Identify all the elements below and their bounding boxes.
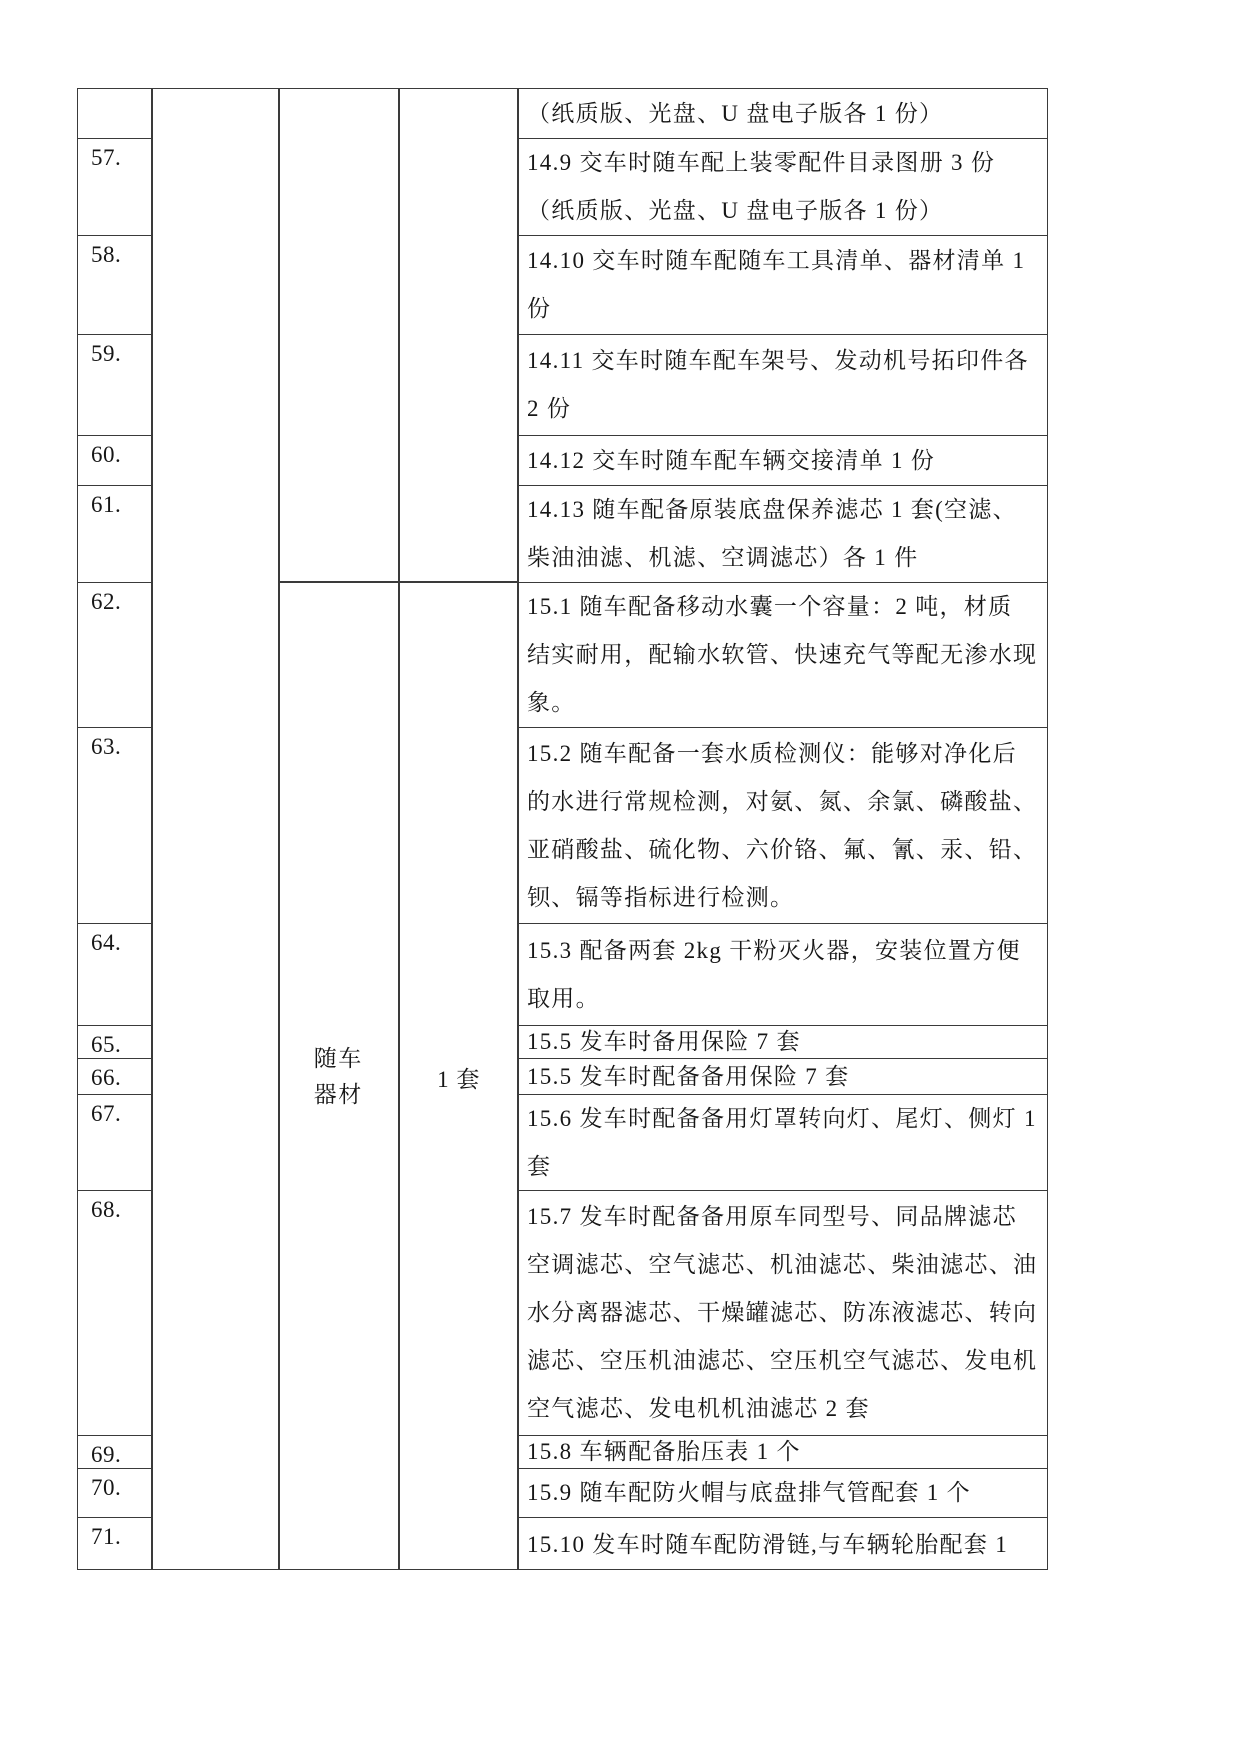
spec-cell xyxy=(519,436,1047,486)
spec-text-line: 15.1 随车配备移动水囊一个容量：2 吨，材质 xyxy=(527,594,1013,619)
spec-text-line: 的水进行常规检测，对氨、氮、余氯、磷酸盐、 xyxy=(527,788,1038,814)
row-number: 65. xyxy=(78,1026,151,1059)
spec-cell xyxy=(519,486,1047,583)
spec-text-line: （纸质版、光盘、U 盘电子版各 1 份） xyxy=(527,198,944,223)
row-number: 60. xyxy=(78,436,151,486)
row-number: 57. xyxy=(78,139,151,236)
spec-cell xyxy=(519,139,1047,236)
spec-text-line: 14.13 随车配备原装底盘保养滤芯 1 套(空滤、 xyxy=(527,497,1017,522)
spec-text-line: 2 份 xyxy=(527,396,572,421)
spec-text-line: 15.7 发车时配备备用原车同型号、同品牌滤芯 xyxy=(527,1204,1017,1229)
equipment-name-line2: 器材 xyxy=(313,1082,363,1107)
spec-text-line: 套 xyxy=(527,1153,552,1179)
spec-cell xyxy=(519,236,1047,335)
row-number xyxy=(78,89,151,139)
spec-text-line: 钡、镉等指标进行检测。 xyxy=(527,884,795,910)
spec-cell xyxy=(519,1436,1047,1469)
spec-cell xyxy=(519,1518,1047,1571)
spec-text-line: 空调滤芯、空气滤芯、机油滤芯、柴油滤芯、油 xyxy=(527,1252,1038,1277)
row-number: 61. xyxy=(78,486,151,583)
spec-cell xyxy=(519,1059,1047,1095)
column-divider-1 xyxy=(151,89,153,1569)
row-number: 63. xyxy=(78,728,151,924)
equipment-name-line1: 随车 xyxy=(313,1046,363,1071)
spec-cell xyxy=(519,335,1047,436)
row-number: 68. xyxy=(78,1191,151,1436)
spec-text-line: 柴油油滤、机滤、空调滤芯）各 1 件 xyxy=(527,545,919,570)
row-number: 58. xyxy=(78,236,151,335)
spec-cell xyxy=(519,924,1047,1026)
spec-text-line: 15.10 发车时随车配防滑链,与车辆轮胎配套 1 xyxy=(527,1531,1008,1557)
row-number: 67. xyxy=(78,1095,151,1191)
spec-text-line: 15.6 发车时配备备用灯罩转向灯、尾灯、侧灯 1 xyxy=(527,1105,1037,1131)
column-divider-4 xyxy=(517,89,519,1569)
spec-text-line: 15.9 随车配防火帽与底盘排气管配套 1 个 xyxy=(527,1480,971,1505)
spec-text-line: （纸质版、光盘、U 盘电子版各 1 份） xyxy=(527,100,944,126)
row-number: 70. xyxy=(78,1469,151,1518)
quantity-label: 1 套 xyxy=(437,1066,481,1092)
spec-text-line: 象。 xyxy=(527,690,576,715)
spec-cell xyxy=(519,1191,1047,1436)
spec-text-line: 滤芯、空压机油滤芯、空压机空气滤芯、发电机 xyxy=(527,1348,1038,1373)
spec-text-line: 15.5 发车时配备备用保险 7 套 xyxy=(527,1063,850,1089)
spec-text-line: 14.9 交车时随车配上装零配件目录图册 3 份 xyxy=(527,150,996,175)
row-number: 66. xyxy=(78,1059,151,1095)
spec-cell xyxy=(519,89,1047,139)
row-number: 59. xyxy=(78,335,151,436)
spec-cell xyxy=(519,1469,1047,1518)
spec-text-line: 15.8 车辆配备胎压表 1 个 xyxy=(527,1439,801,1464)
spec-cell xyxy=(519,728,1047,924)
spec-text-line: 14.10 交车时随车配随车工具清单、器材清单 1 xyxy=(527,248,1026,273)
row-number: 64. xyxy=(78,924,151,1026)
spec-text-line: 水分离器滤芯、干燥罐滤芯、防冻液滤芯、转向 xyxy=(527,1300,1038,1325)
spec-text-line: 亚硝酸盐、硫化物、六价铬、氟、氰、汞、铅、 xyxy=(527,836,1038,862)
spec-text-line: 15.3 配备两套 2kg 干粉灭火器，安装位置方便 xyxy=(527,937,1021,963)
spec-table xyxy=(77,88,1048,1570)
spec-text-line: 结实耐用，配输水软管、快速充气等配无渗水现 xyxy=(527,642,1038,667)
quantity-cell xyxy=(400,583,517,1571)
spec-cell xyxy=(519,583,1047,728)
row-number: 71. xyxy=(91,1524,122,1549)
row-number: 62. xyxy=(78,583,151,728)
spec-text-line: 14.11 交车时随车配车架号、发动机号拓印件各 xyxy=(527,348,1029,373)
spec-cell xyxy=(519,1095,1047,1191)
spec-text-line: 14.12 交车时随车配车辆交接清单 1 份 xyxy=(527,447,936,473)
spec-text-line: 取用。 xyxy=(527,985,600,1011)
spec-text-line: 15.5 发车时备用保险 7 套 xyxy=(527,1029,801,1054)
spec-text-line: 份 xyxy=(527,296,552,321)
row-number: 69. xyxy=(78,1436,151,1469)
spec-text-line: 15.2 随车配备一套水质检测仪：能够对净化后 xyxy=(527,740,1017,766)
equipment-name-cell xyxy=(278,583,398,1571)
spec-text-line: 空气滤芯、发电机机油滤芯 2 套 xyxy=(527,1396,870,1421)
